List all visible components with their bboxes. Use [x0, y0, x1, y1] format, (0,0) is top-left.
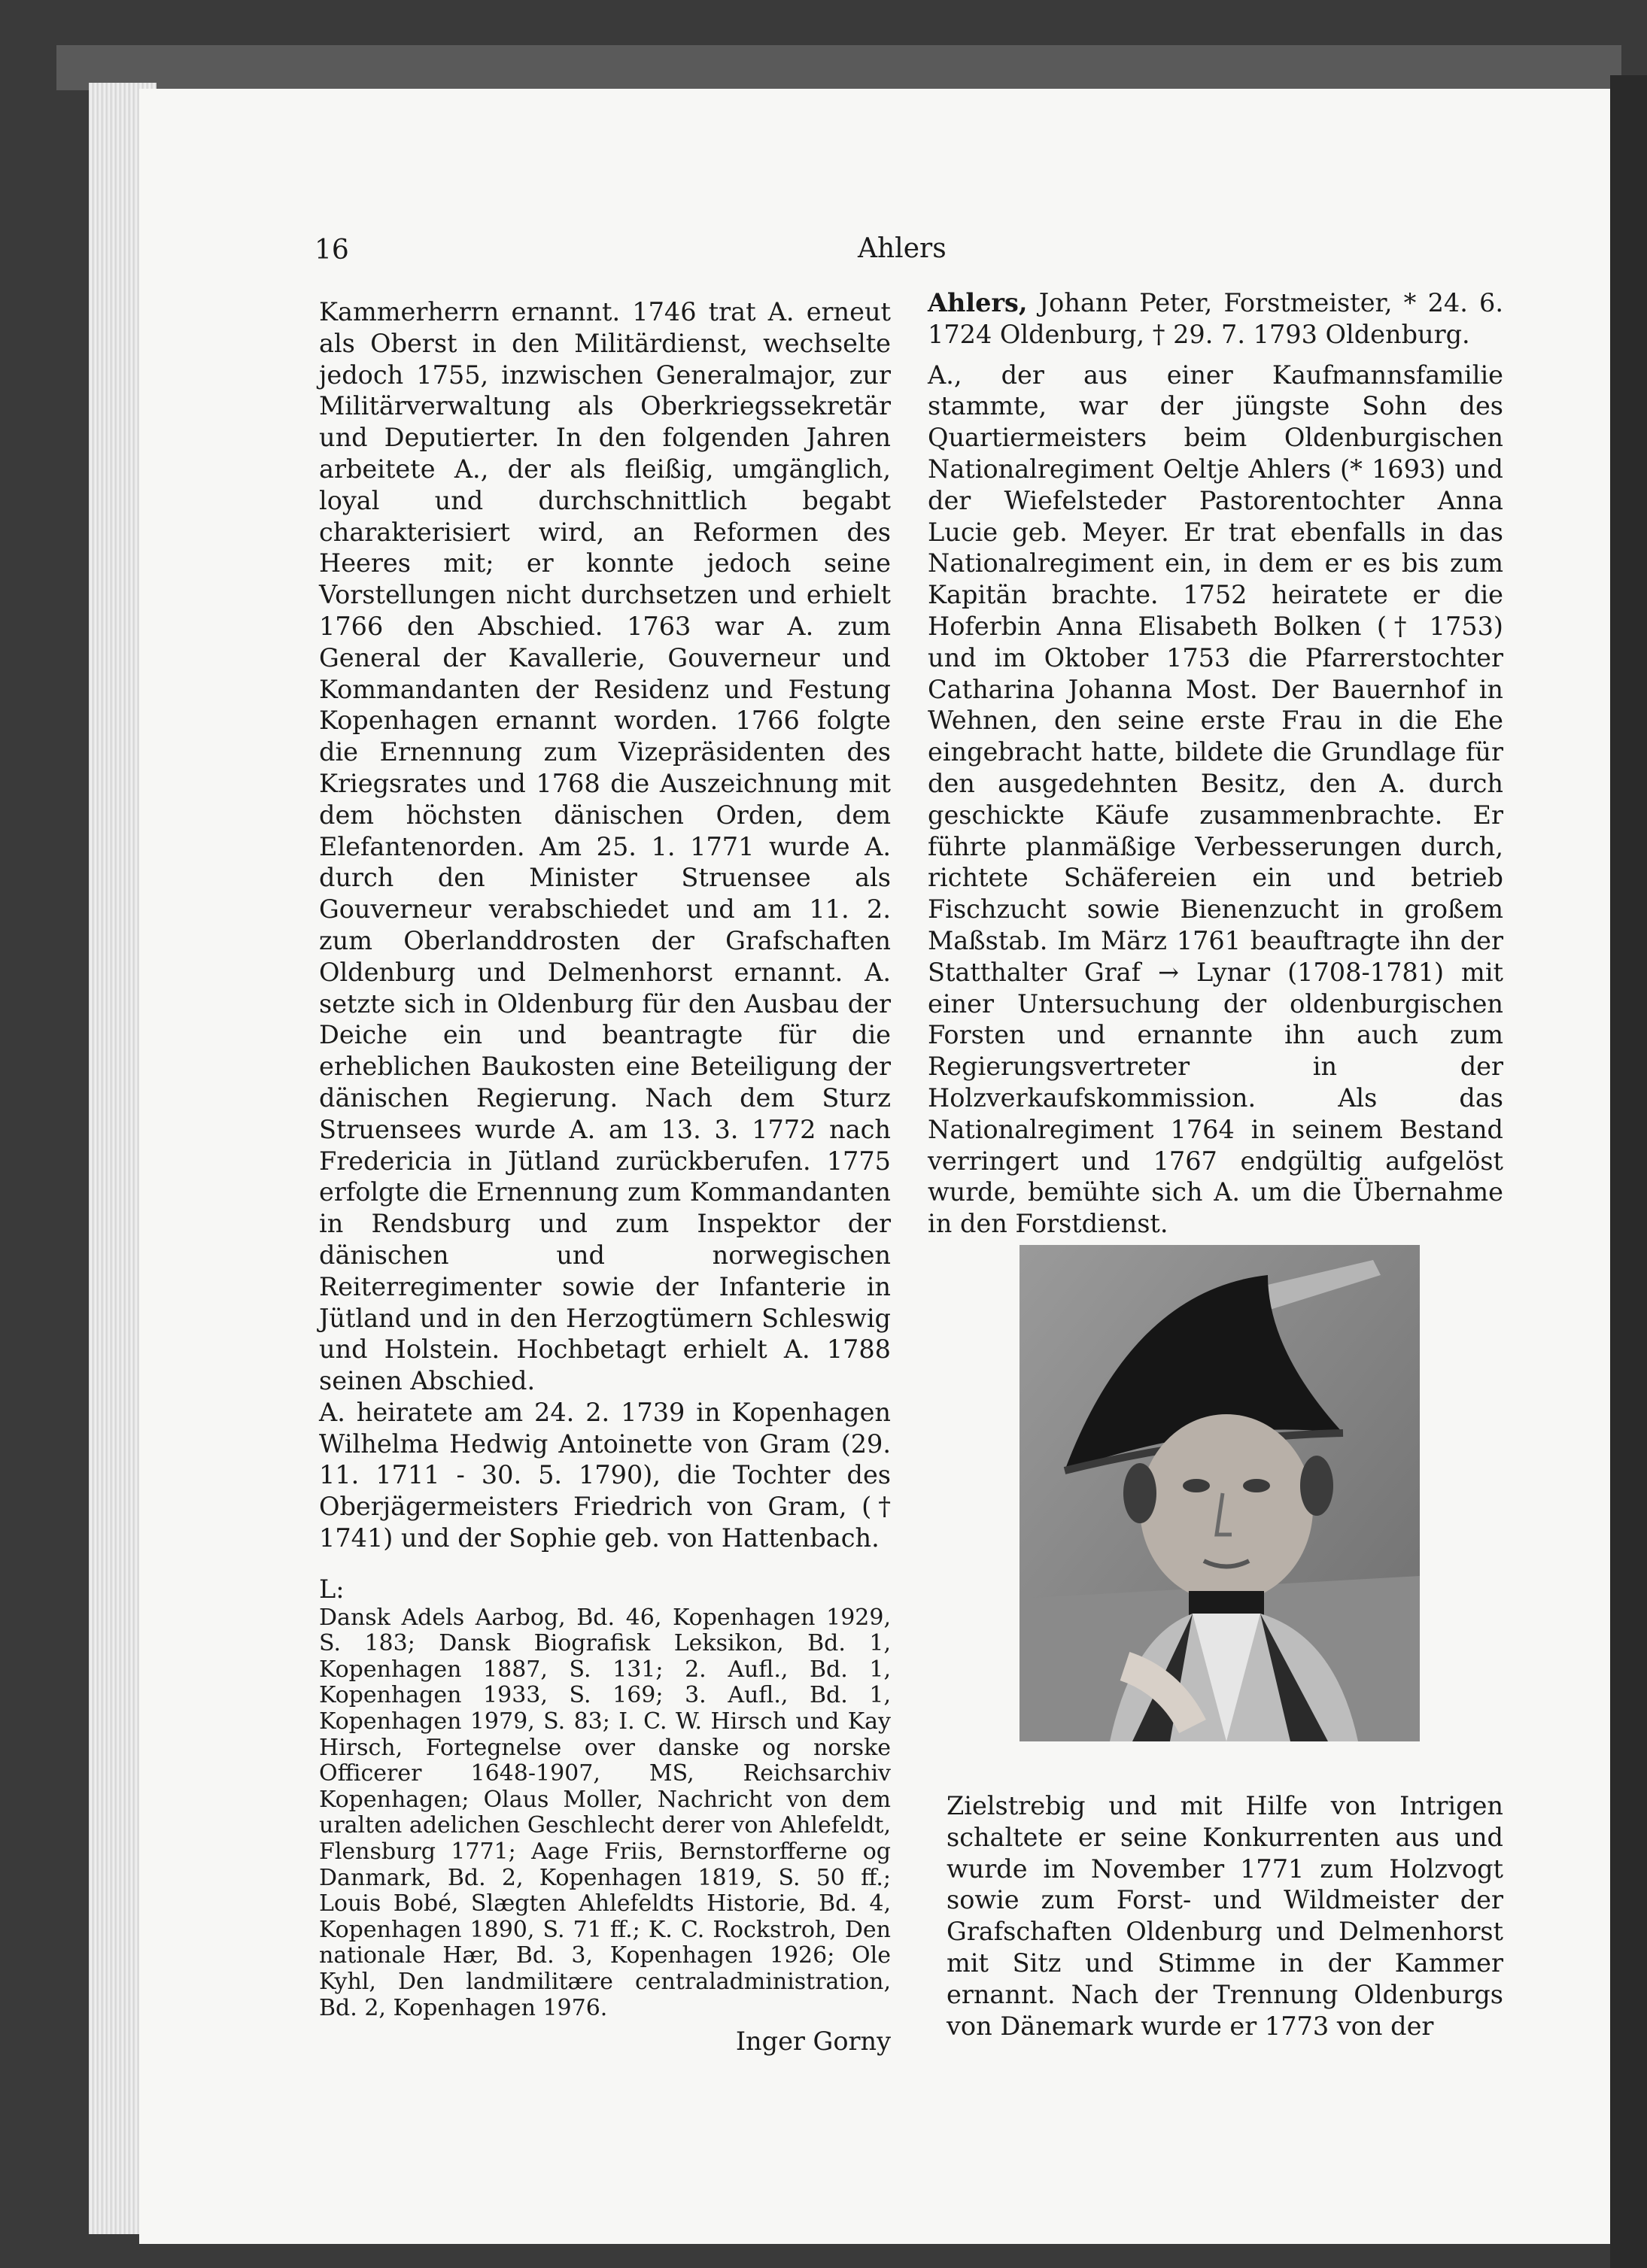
right-column-continued	[947, 1790, 1503, 2042]
scan-background	[1610, 75, 1647, 2268]
article-author: Inger Gorny	[735, 2027, 891, 2057]
right-paragraph-2: Zielstrebig und mit Hilfe von Intrigen schaltete er seine Konkurrenten aus und wurde im November 1771 zum Holzvogt sowie zum Forst- und Wildmeister der Grafschaften Oldenburg und Delmenhorst mit Sitz und Stimme in der Kammer ernannt. Nach der Trennung Oldenburgs von Dänemark wurde er 1773 von der	[947, 1791, 1503, 2041]
portrait-illustration	[1019, 1245, 1420, 1741]
right-paragraph-1: A., der aus einer Kaufmannsfamilie stammte, war der jüngste Sohn des Quartiermeisters beim Oldenburgischen Nationalregiment Oeltje Ahlers (* 1693) und der Wiefelsteder Pastorentochter Anna Lucie geb. Meyer. Er trat ebenfalls in das Nationalregiment ein, in dem er es bis zum Kapitän brachte. 1752 heiratete er die Hoferbin Anna Elisabeth Bolken († 1753) und im Oktober 1753 die Pfarrerstochter Catharina Johanna Most. Der Bauernhof in Wehnen, den seine erste Frau in die Ehe eingebracht hatte, bildete die Grundlage für den ausgedehnten Besitz, den A. durch geschickte Käufe zusammenbrachte. Er führte planmäßige Verbesserungen durch, richtete Schäfereien ein und betrieb Fischzucht sowie Bienenzucht in großem Maßstab. Im März 1761 beauftragte ihn der Statthalter Graf → Lynar (1708-1781) mit einer Untersuchung der oldenburgischen Forsten und ernannte ihn auch zum Regierungsvertreter in der Holzverkaufskommission. Als das Nationalregiment 1764 in seinem Bestand verringert und 1767 endgültig aufgelöst wurde, bemühte sich A. um die Übernahme in den Forstdienst.	[928, 360, 1503, 1239]
running-head: Ahlers	[858, 233, 947, 264]
left-paragraph-2: A. heiratete am 24. 2. 1739 in Kopenhagen Wilhelma Hedwig Antoinette von Gram (29. 11. 1711 - 30. 5. 1790), die Tochter des Oberjägermeisters Friedrich von Gram, († 1741) und der Sophie geb. von Hattenbach.	[319, 1397, 891, 1553]
page-number: 16	[315, 235, 349, 266]
portrait-photo	[1019, 1245, 1420, 1741]
left-paragraph-1: Kammerherrn ernannt. 1746 trat A. erneut als Oberst in den Militärdienst, wechselte jedoch 1755, inzwischen Generalmajor, zur Militärverwaltung als Oberkriegssekretär und Deputierter. In den folgenden Jahren arbeitete A., der als fleißig, umgänglich, loyal und durchschnittlich begabt charakterisiert wird, an Reformen des Heeres mit; er konnte jedoch seine Vorstellungen nicht durchsetzen und erhielt 1766 den Abschied. 1763 war A. zum General der Kavallerie, Gouverneur und Kommandanten der Residenz und Festung Kopenhagen ernannt worden. 1766 folgte die Ernennung zum Vizepräsidenten des Kriegsrates und 1768 die Auszeichnung mit dem höchsten dänischen Orden, dem Elefantenorden. Am 25. 1. 1771 wurde A. durch den Minister Struensee als Gouverneur verabschiedet und am 11. 2. zum Oberlanddrosten der Grafschaften Oldenburg und Delmenhorst ernannt. A. setzte sich in Oldenburg für den Ausbau der Deiche ein und beantragte für die erheblichen Baukosten eine Beteiligung der dänischen Regierung. Nach dem Sturz Struensees wurde A. am 13. 3. 1772 nach Fredericia in Jütland zurückberufen. 1775 erfolgte die Ernennung zum Kommandanten in Rendsburg und zum Inspektor der dänischen und norwegischen Reiterregimenter sowie der Infanterie in Jütland und in den Herzogtümern Schleswig und Holstein. Hochbetagt erhielt A. 1788 seinen Abschied.	[319, 297, 891, 1396]
entry-heading	[928, 287, 1503, 351]
entry-header-details: Johann Peter, Forstmeister, * 24. 6. 1724 Oldenburg, † 29. 7. 1793 Oldenburg.	[928, 288, 1503, 349]
book-cover-edge	[56, 45, 1621, 90]
literature-list: Dansk Adels Aarbog, Bd. 46, Kopenhagen 1929, S. 183; Dansk Biografisk Leksikon, Bd. 1, Kopenhagen 1887, S. 131; 2. Aufl., Bd. 1, Kopenhagen 1933, S. 169; 3. Aufl., Bd. 1, Kopenhagen 1979, S. 83; I. C. W. Hirsch und Kay Hirsch, Fortegnelse over danske og norske Officerer 1648-1907, MS, Reichsarchiv Kopenhagen; Olaus Moller, Nachricht von dem uralten adelichen Geschlecht derer von Ahlefeldt, Flensburg 1771; Aage Friis, Bernstorfferne og Danmark, Bd. 2, Kopenhagen 1819, S. 50 ff.; Louis Bobé, Slægten Ahlefeldts Historie, Bd. 4, Kopenhagen 1890, S. 71 ff.; K. C. Rockstroh, Den nationale Hær, Bd. 3, Kopenhagen 1926; Ole Kyhl, Den landmilitære centraladministration, Bd. 2, Kopenhagen 1976.	[319, 1604, 891, 2021]
left-column	[319, 296, 891, 2057]
literature-label: L:	[319, 1574, 345, 1604]
right-column	[928, 287, 1503, 1240]
entry-name: Ahlers,	[928, 288, 1028, 317]
